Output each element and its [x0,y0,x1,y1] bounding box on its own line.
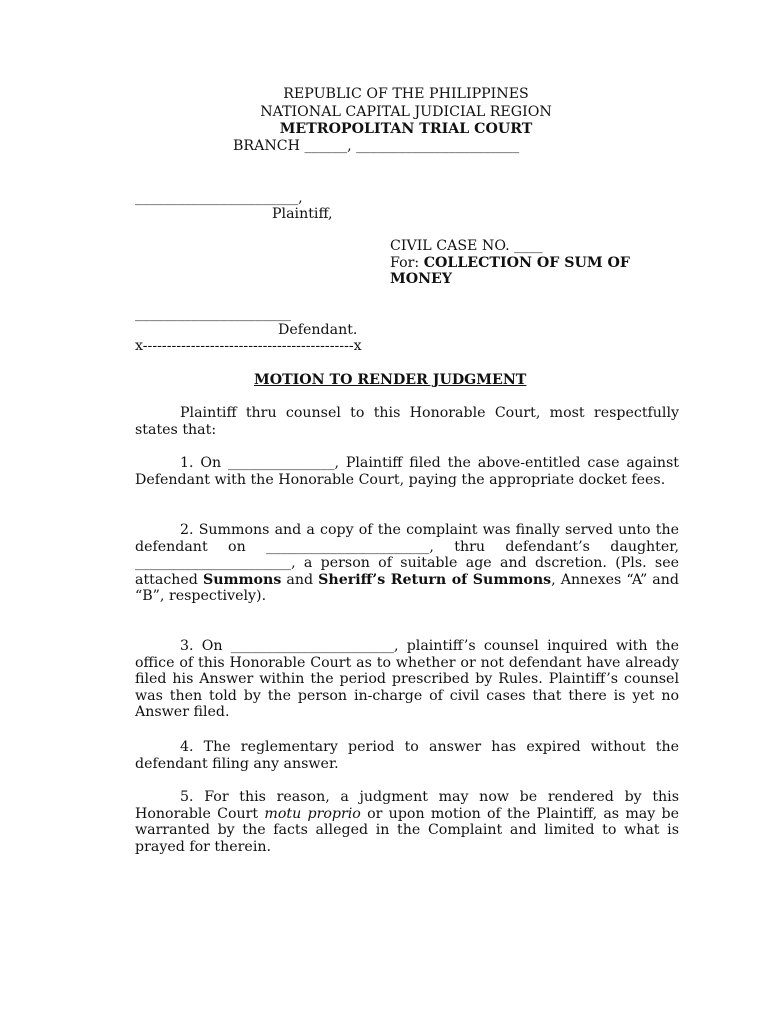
paragraph-4-text: 4. The reglementary period to answer has expired without the defendant filing any answer. [135,739,679,772]
caption-separator: x--------------------------------------------x [135,338,362,354]
header-court: METROPOLITAN TRIAL COURT [279,121,533,137]
sheriffs-return-reference: Sheriff’s Return of Summons [318,571,552,588]
case-nature-value-2: MONEY [390,271,452,287]
paragraph-2 [135,522,679,605]
defendant-label: Defendant. [278,322,358,338]
intro-text: Plaintiff thru counsel to this Honorable Court, most respectfully states that: [135,405,679,438]
header-branch: BRANCH ______, _______________________ [233,138,520,154]
paragraph-2-and: and [281,571,319,588]
paragraph-4 [135,739,679,772]
intro-paragraph [135,405,679,438]
plaintiff-blank: _______________________, [135,190,303,206]
case-nature-value-1: COLLECTION OF SUM OF [423,255,630,271]
paragraph-5 [135,789,679,855]
summons-reference: Summons [202,571,282,588]
paragraph-2-annexes: , Annexes “A” and “B”, respectively). [135,571,679,605]
paragraph-1-text: 1. On _______________, Plaintiff filed the above-entitled case against Defendant with the Honorable Court, paying the appropriate docket fees. [135,455,679,488]
case-number: CIVIL CASE NO. ____ [390,238,543,254]
paragraph-2-text: 2. Summons and a copy of the complaint was finally served unto the defendant on _______________________, thru defendant’s daughter, ______________________, a person of suitable age and dscretion. (Pls. see attached [135,522,679,588]
paragraph-5-text: 5. For this reason, a judgment may now be rendered by this Honorable Court [135,789,679,822]
motu-proprio: motu proprio [264,805,361,822]
case-nature-label: For: [390,255,424,271]
paragraph-5-rest: or upon motion of the Plaintiff, as may be warranted by the facts alleged in the Complaint and limited to what is prayed for therein. [135,805,680,855]
paragraph-1 [135,455,679,488]
plaintiff-label: Plaintiff, [272,206,333,222]
case-nature [390,255,630,272]
paragraph-3 [135,638,679,721]
defendant-blank: ______________________ [135,306,292,322]
paragraph-3-text: 3. On _______________________, plaintiff’s counsel inquired with the office of this Honorable Court as to whether or not defendant have already filed his Answer within the period prescribed by Rules. Plaintiff’s counsel was then told by the person in-charge of civil cases that there is yet no Answer filed. [135,638,679,721]
header-region: NATIONAL CAPITAL JUDICIAL REGION [260,104,552,120]
header-republic: REPUBLIC OF THE PHILIPPINES [283,86,529,102]
motion-title: MOTION TO RENDER JUDGMENT [254,372,527,388]
